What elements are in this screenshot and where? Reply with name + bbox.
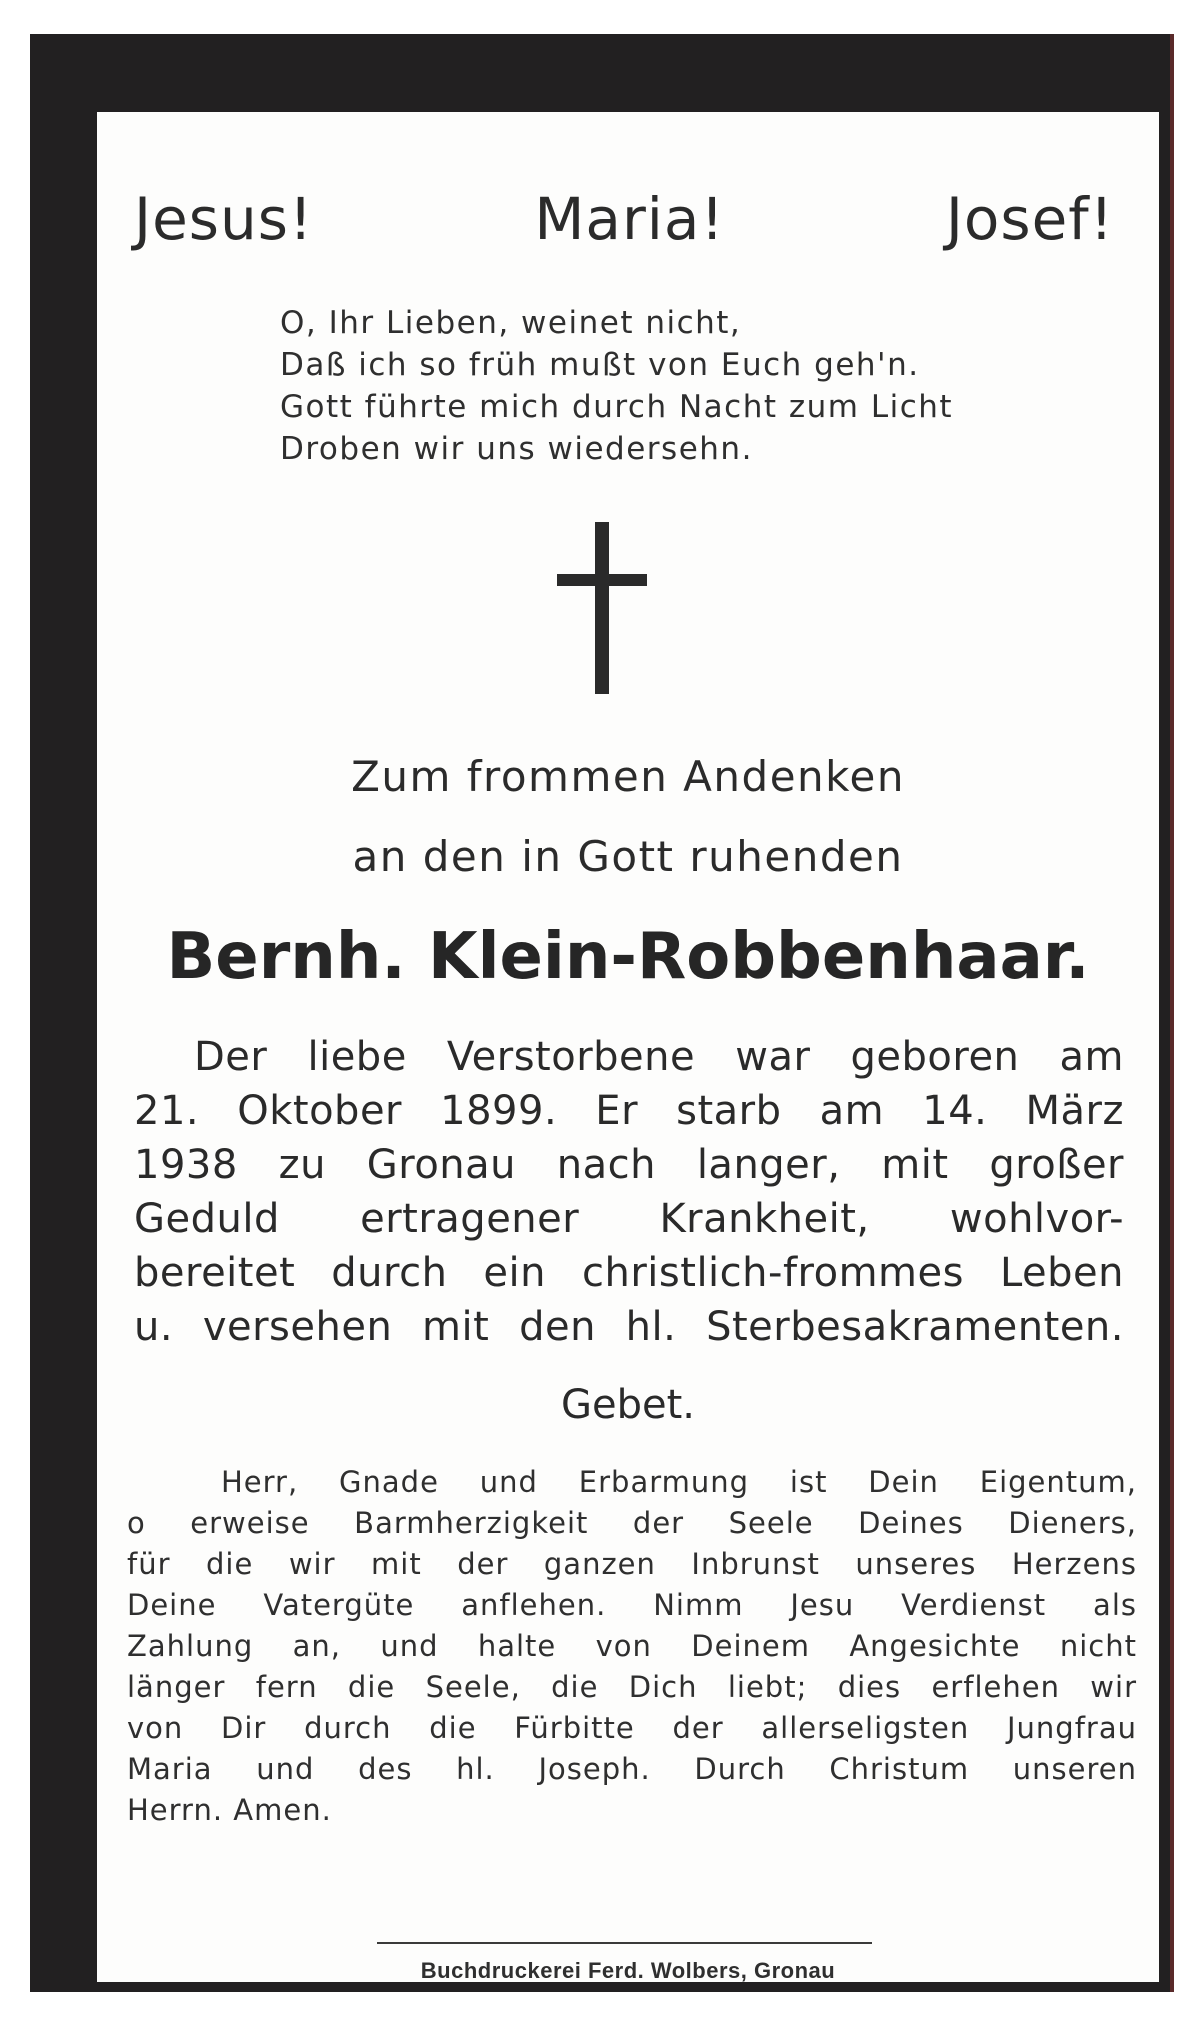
prayer-line: von Dir durch die Fürbitte der allerseligsten Jungfrau — [127, 1711, 1137, 1745]
mourning-card — [97, 112, 1159, 1982]
biography-line: Der liebe Verstorbene war geboren am — [194, 1034, 1124, 1080]
biography-line: bereitet durch ein christlich-frommes Leben — [134, 1250, 1124, 1296]
cross-icon — [557, 522, 647, 694]
biography-line: 1938 zu Gronau nach langer, mit großer — [134, 1142, 1124, 1188]
prayer-title: Gebet. — [560, 1382, 695, 1428]
poem-line: Droben wir uns wiedersehn. — [280, 431, 753, 467]
biography-line: Geduld ertragener Krankheit, wohlvor- — [134, 1196, 1124, 1242]
prayer-line: Zahlung an, und halte von Deinem Angesichte nicht — [127, 1629, 1137, 1663]
prayer-line: für die wir mit der ganzen Inbrunst unseres Herzens — [127, 1547, 1137, 1581]
deceased-name: Bernh. Klein-Robbenhaar. — [166, 920, 1090, 994]
footer-divider — [377, 1942, 872, 1944]
poem-line: O, Ihr Lieben, weinet nicht, — [280, 305, 742, 341]
poem — [280, 302, 953, 470]
biography — [134, 1030, 1124, 1354]
prayer-line: Maria und des hl. Joseph. Durch Christum unseren — [127, 1752, 1137, 1786]
poem-line: Gott führte mich durch Nacht zum Licht — [280, 389, 954, 425]
prayer-line: Herr, Gnade und Erbarmung ist Dein Eigentum, — [221, 1465, 1137, 1499]
invocation-maria: Maria! — [534, 185, 725, 253]
poem-line: Daß ich so früh mußt von Euch geh'n. — [280, 347, 920, 383]
prayer-line: Deine Vatergüte anflehen. Nimm Jesu Verdienst als — [127, 1588, 1137, 1622]
invocation-josef: Josef! — [945, 185, 1114, 253]
prayer-line: Herrn. Amen. — [127, 1793, 332, 1827]
invocation-jesus: Jesus! — [134, 185, 314, 253]
memorial-line-2: an den in Gott ruhenden — [352, 832, 904, 881]
prayer-line: o erweise Barmherzigkeit der Seele Deines Dieners, — [127, 1506, 1137, 1540]
prayer-line: länger fern die Seele, die Dich liebt; dies erflehen wir — [127, 1670, 1137, 1704]
biography-line: 21. Oktober 1899. Er starb am 14. März — [134, 1088, 1124, 1134]
invocation-header — [134, 185, 1114, 253]
prayer-text — [127, 1462, 1137, 1831]
mourning-card-border — [30, 34, 1170, 1992]
printer-imprint: Buchdruckerei Ferd. Wolbers, Gronau — [420, 1958, 836, 1983]
memorial-line-1: Zum frommen Andenken — [351, 752, 905, 801]
biography-line: u. versehen mit den hl. Sterbesakramenten. — [134, 1304, 1124, 1350]
